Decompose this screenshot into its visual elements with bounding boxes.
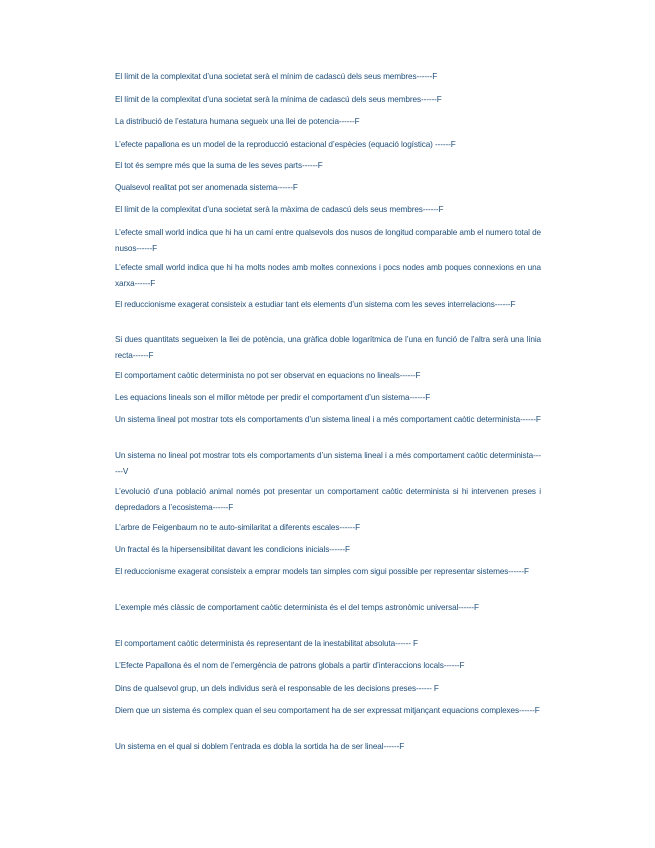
statement-21: El comportament caòtic determinista és representant de la inestabilitat absoluta------ F — [115, 639, 418, 648]
statement-18: Un fractal és la hipersensibilitat davant les condicions inicials------F — [115, 545, 350, 554]
statement-7: El límit de la complexitat d’una societat serà la màxima de cadascú dels seus membres------F — [115, 205, 444, 214]
statement-23: Dins de qualsevol grup, un dels individus serà el responsable de les decisions preses------ F — [115, 684, 439, 693]
statement-5: El tot és sempre més que la suma de les seves parts------F — [115, 161, 323, 170]
statement-24: Diem que un sistema és complex quan el seu comportament ha de ser expressat mitjançant equacions complexes------F — [115, 706, 540, 715]
statement-8: L’efecte small world indica que hi ha un camí entre qualsevols dos nusos de longitud comparable amb el numero total de nusos------F — [115, 228, 541, 253]
statement-25: Un sistema en el qual si doblem l’entrada es dobla la sortida ha de ser lineal------F — [115, 742, 405, 751]
statement-4: L’efecte papallona es un model de la reproducció estacional d’espècies (equació logística) ------F — [115, 140, 456, 149]
statement-6: Qualsevol realitat pot ser anomenada sistema------F — [115, 183, 298, 192]
statement-15: Un sistema no lineal pot mostrar tots els comportaments d’un sistema lineal i a més comportament caòtic determinista------V — [115, 451, 541, 476]
statement-22: L’Efecte Papallona és el nom de l’emergència de patrons globals a partir d’interaccions locals------F — [115, 661, 465, 670]
statement-14: Un sistema lineal pot mostrar tots els comportaments d’un sistema lineal i a més comportament caòtic determinista------F — [115, 415, 541, 424]
statement-10: El reduccionisme exagerat consisteix a estudiar tant els elements d’un sistema com les seves interrelacions------F — [115, 300, 516, 309]
statement-12: El comportament caòtic determinista no pot ser observat en equacions no lineals------F — [115, 371, 421, 380]
statement-2: El límit de la complexitat d’una societat serà la mínima de cadascú dels seus membres------F — [115, 95, 442, 104]
statement-9: L’efecte small world indica que hi ha molts nodes amb moltes connexions i pocs nodes amb poques connexions en una xarxa------F — [115, 263, 541, 288]
statement-3: La distribució de l’estatura humana segueix una llei de potencia------F — [115, 117, 360, 126]
statement-16: L’evolució d’una població animal només pot presentar un comportament caòtic determinista si hi intervenen preses i depredadors a l’ecosistema------F — [115, 487, 541, 512]
statement-20: L’exemple més clàssic de comportament caòtic determinista és el del temps astronòmic universal------F — [115, 603, 479, 612]
statement-13: Les equacions lineals son el millor mètode per predir el comportament d’un sistema------F — [115, 393, 431, 402]
statement-17: L’arbre de Feigenbaum no te auto-similaritat a diferents escales------F — [115, 523, 361, 532]
statement-19: El reduccionisme exagerat consisteix a emprar models tan simples com sigui possible per representar sistemes------F — [115, 567, 529, 576]
statement-1: El límit de la complexitat d’una societat serà el mínim de cadascú dels seus membres------F — [115, 72, 438, 81]
statement-11: Si dues quantitats segueixen la llei de potència, una gràfica doble logarítmica de l’una en funció de l’altra serà una línia recta------F — [115, 335, 541, 360]
